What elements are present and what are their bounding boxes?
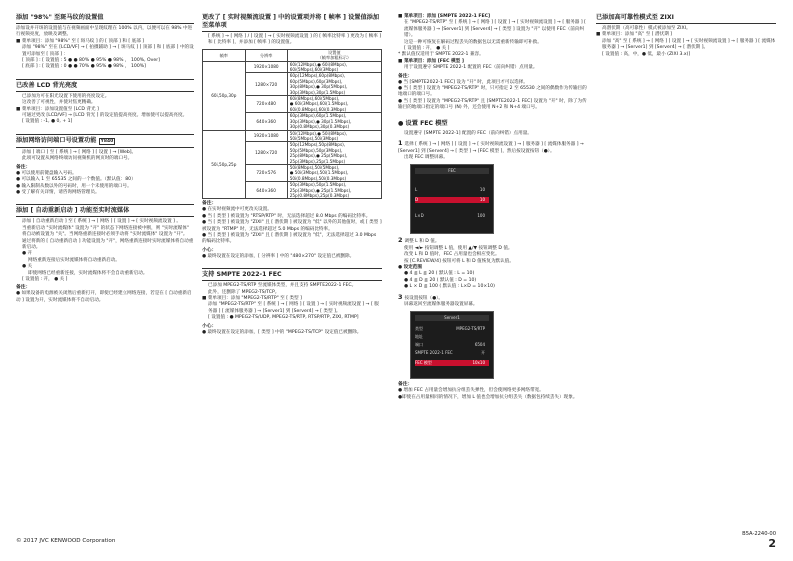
screen-row: [415, 197, 489, 203]
paragraph: 添加 "高" 至 [ 系统 ] → [ 网络 ] [ 设置 ] → [ 实时视频流设置 ] → [ 服务器 ] [ 流媒体服务器 ] → [Server1] 到 [Server4] → [ 潜伏期 ]。: [602, 38, 776, 51]
row-label: D: [415, 197, 419, 203]
row-value: 100: [477, 213, 485, 219]
framerate-table: [202, 49, 382, 200]
value-cell: 60p(12Mbps),60p(8Mbps), 60p(5Mbps),60p(3Mbps), 30p(8Mbps),● 30p(5Mbps), 30p(3Mbps),30p(1.5Mbps): [287, 73, 381, 96]
row-value: 10: [479, 197, 485, 203]
resolution-cell: 1920×1080: [245, 61, 287, 73]
note-item: ●即使在占用量相同的情况下，增加 L 值也会增加抗分组丢失（数据包持续丢失）现象。: [398, 394, 578, 400]
setting-values: [ 设置值 : ● MPEG2-TS/UDP, MPEG2-TS/RTP, RTSP/RTP, ZIXI, RTMP]: [208, 315, 359, 321]
screen-row: [415, 213, 489, 219]
value-cell: 50p(12Mbps),50p(8Mbps), 50p(5Mbps),50p(3Mbps), 25p(8Mbps),● 25p(5Mbps), 25p(3Mbps),25p(1.5Mbps): [287, 142, 381, 165]
screen-title: Server1: [415, 315, 489, 321]
memo-label: 小心：: [202, 247, 217, 253]
row-label: 类型: [415, 326, 423, 332]
section-port: [16, 134, 194, 196]
range-item: ● 4 ≦ D ≦ 20 ( 默认值 : D = 10): [404, 277, 477, 283]
value-cell: 60i(12Mbps),● 60i(8Mbps), 60i(5Mbps),60i(3Mbps): [287, 61, 381, 73]
header-main: 设置值: [328, 49, 341, 55]
step-text: 按设置按钮（●）。: [404, 295, 443, 301]
paragraph: 可通过更改 [LCD/VF] → [LCD 背光 ] 的设定值提高亮度。增加使可以提高亮度。: [22, 113, 188, 119]
page-number: 2: [768, 537, 776, 550]
resolution-cell: 720×480: [245, 96, 287, 113]
section-title: 已改善 LCD 背光亮度: [16, 79, 194, 92]
step-text: 选择 [ 系统 ] → [ 网络 ] [ 设置 ] → [ 实时视频流设置 ] → [ 服务器 ] [ 流媒体服务器 ] → [Server1] 到 [Server4] → [ 类型 ] → [FEC 模型 ]，然后按设置按钮（●）。: [398, 142, 584, 154]
copyright: © 2017 JVC KENWOOD Corporation: [16, 538, 116, 544]
title-text: 添加网络访问端口号设置功能: [16, 136, 97, 144]
section-title: ● 设置 FEC 模型: [398, 119, 448, 127]
note-item: ● 在实时视频流中可更改关设置。: [202, 207, 272, 213]
resolution-cell: 720×576: [245, 164, 287, 181]
section-zebra: [16, 14, 194, 71]
menu-item-line: ■ 菜单项目：添加 "高" 至 [ 潜伏期 ]: [596, 32, 673, 38]
note-item: ● 受了解有关详情，请咨询网络管理员。: [16, 189, 100, 195]
document-code: B5A-2240-00: [742, 531, 776, 537]
paragraph: 这改善了可视性，并使对焦更精确。: [22, 100, 96, 106]
section-title: [16, 134, 194, 148]
paragraph: 此外，还删除了 MPEG2-TS/TCP。: [208, 289, 280, 295]
column-3: [398, 14, 588, 409]
step-number: 3: [398, 292, 403, 301]
menu-item-line: ■ 菜单项目：添加 "98%" 至 [ 斑马纹 ] 的 [ 顶部 ] 和 [ 底部 ]: [16, 38, 145, 44]
note-item: ● 当 [ 类型 ] 被设置为 "ZIXI" 且 [ 潜伏期 ] 被设置为 "低"，无法选择超过 3.0 Mbps 的编码比特率。: [202, 233, 377, 245]
row-label: SMPTE 2022-1 FEC: [415, 350, 453, 356]
range-item: ● 4 ≦ L ≦ 20 ( 默认值 : L = 10): [404, 271, 475, 277]
table-header: [287, 49, 381, 61]
step-number: 2: [398, 236, 403, 245]
row-label: L: [415, 187, 418, 193]
section-auto-restart: [16, 204, 194, 304]
memo-item: ● 最终设置在设定的添加，[ 分辨率 ] 中的 "480×270" 设定值已被删除。: [202, 253, 355, 259]
row-value: 10x10: [472, 360, 485, 366]
column-1: [16, 14, 194, 312]
note-item: ● 当 [SMPTE2022-1 FEC] 设为 "开" 时，此项目才可以选择。: [398, 79, 528, 85]
note-label: 备注：: [202, 201, 217, 207]
paragraph: 已添加为可在阳光设置下使用的亮度设定。: [22, 93, 110, 99]
section-title: 添加 "98%" 至斑马纹的设置值: [16, 14, 194, 24]
paragraph: 设置遵守 [SMPTE 2022-1] 配置的 FEC（前向纠错）点用量。: [404, 130, 532, 136]
section-lcd-backlight: [16, 79, 194, 126]
rate-cell: 50i,50p,25p: [203, 130, 246, 199]
screen-row: [415, 334, 489, 340]
rate-cell: 60i,50p,30p: [203, 61, 246, 130]
menu-item-line: ■ 菜单项目：添加 [SMPTE 2022-1 FEC]: [398, 14, 491, 19]
paragraph: 改变 L 和 D 值时，FEC 占用量也会相应变化。: [404, 252, 500, 258]
note-item: ● 当 [ 类型 ] 设置为 "MPEG2-TS/RTP" 且 [SMPTE2022-1 FEC] 设置为 "开" 时，除了为传输目的地端口指定的端口号 (N) 外，还会使用 N+2 和 N+4 端口号。: [398, 98, 587, 111]
header-sub: （帧率加粗标示）: [317, 55, 352, 61]
table-row: [203, 130, 382, 142]
section-smpte: [202, 268, 382, 336]
section-zixi: [596, 14, 776, 58]
row-value: 6504: [474, 342, 485, 348]
paragraph: 此项可设置从网络终端访问视频机的网页时的端口号。: [22, 156, 133, 162]
setting-values: [ 顶部 ] : [ 设置值 : 5 ● ● 80% ● 95% ● 98% ， 100%, Over]: [22, 58, 160, 64]
screen-title: FEC: [415, 168, 489, 174]
paragraph: 当重新启动 "实时流媒体" 设置为 "开" 的状态下网络连接被中断，则 "实时流媒体" 将自动被设置为 "关"。当网络重新连接时必须手动将 "实时流媒体" 设置为 "开"。: [22, 225, 189, 238]
section-title: 添加 [ 自动重新启动 ] 功能至实时流媒体: [16, 204, 194, 217]
menu-item-line: ■ 菜单项目：添加设置值至 [LCD 背光 ]: [16, 106, 99, 112]
setting-values: [ 设置值 : 开， ● 关 ]: [22, 276, 68, 282]
paragraph: 用于设置遵守 SMPTE 2022-1 配置的 FEC（前向纠错）点用量。: [404, 65, 538, 71]
note-item: ● 当 [ 类型 ] 被设置为 "ZIXI" 且 [ 潜伏期 ] 被设置为 "低" 以外的其他值时，或 [ 类型 ] 被设置为 "RTMP" 时，无法选择超过 5.0 Mbps 的编码比特率。: [202, 220, 382, 232]
value-cell: 50i(12Mbps),● 50i(8Mbps), 50i(5Mbps),50i(3Mbps): [287, 130, 381, 142]
footnote: * 默认值仅适用于 SMPTE 2022-1 兼容。: [398, 52, 484, 58]
row-value: 开: [481, 350, 485, 356]
note-item: ● 可以输入 1 至 65535 之间的一个数值。（默认值：80）: [16, 177, 136, 183]
value-cell: 60i(8Mbps),60i(5Mbps), ● 60i(3Mbps),60i(1.5Mbps), 60i(0.8Mbps),60i(0.3Mbps): [287, 96, 381, 113]
note-item: ● 如果设备的电源被关闭然后重新打开，即使已经建立网络连接，若是在 [ 自动重新启动 ] 设置为开，实时流媒体将不自动启动。: [16, 291, 192, 303]
note-label: 备注：: [16, 285, 31, 291]
column-2: [202, 14, 382, 344]
section-title: 已添加高可靠性模式至 ZIXI: [596, 14, 776, 24]
section-fec-menu: [398, 14, 588, 112]
paragraph: 高潜伏期（高可靠性）模式被添加至 ZIXI。: [602, 26, 691, 31]
memo-item: ● 最终设置在设定的添加，[ 类型 ] 中的 "MPEG2-TS/TCP" 设定值已被删除。: [202, 329, 362, 335]
section-framerate: [202, 14, 382, 260]
paragraph: 添加设并开斑的设置值与在视频画面中呈现纹理在 100% 以内，以便可以在 98% 中进行视频亮度，放映及调整。: [16, 26, 193, 38]
resolution-cell: 1920×1080: [245, 130, 287, 142]
paragraph: 在 "MPEG2-TS/RTP" 至 [ 系统 ] → [ 网络 ] [ 设置 ] → [ 实时视频流设置 ] → [ 服务器 ] [ 流媒体服务器 ] → [Server1] 到 [Server4] → [ 类型 ] 设置为 "开" 以使用 FEC（前向纠错）。: [404, 20, 586, 39]
paragraph: 屏幕返回至流媒体服务器设置屏幕。: [404, 301, 478, 307]
page-footer: [742, 531, 776, 550]
setting-values: [ 设置值 : 开， ● 关 ]: [404, 46, 450, 52]
option: ● 关: [22, 264, 33, 270]
value-cell: 60p(3Mbps),60p(1.5Mbps), 30p(3Mbps),● 30p(1.5Mbps), 30p(0.8Mbps),30p(0.3Mbps): [287, 113, 381, 130]
note-label: 备注：: [398, 73, 413, 79]
note-item: ● 当 [ 类型 ] 设置为 "MPEG2-TS/RTP" 时，只可指定 2 至 65530 之间的偶数作为传输目的地端口的端口号。: [398, 86, 587, 98]
note-item: ● 输入限制从数以外的号码时，用一个未使用的端口号。: [16, 183, 132, 189]
note-item: ● 可以使用前键盘输入号码。: [16, 170, 77, 176]
setting-values: [ 设置值 : 高，中，● 低，最小 (ZIXI 3.x)]: [602, 51, 691, 57]
value-cell: 50i(8Mbps),50i(5Mbps), ● 50i(3Mbps),50i(1.5Mbps), 50i(0.8Mbps),50i(0.3Mbps): [287, 164, 381, 181]
step-text: 调整 L 和 D 值。: [404, 239, 440, 245]
paragraph: 添加 "MPEG2-TS/RTP" 至 [ 系统 ] → [ 网络 ] [ 设置 ] → [ 实时视频流设置 ] → [ 服务器 ] [ 流媒体服务器 ] → [Server1] 到 [Server4] → [ 类型 ]。: [208, 302, 379, 314]
memo-label: 小心：: [202, 323, 217, 329]
option-desc: 即使网络已经重新连接，实时流媒体将不会自动重新启动。: [28, 270, 148, 276]
setting-values: [ 设置值 : -1, ● 0, + 1]: [22, 119, 73, 125]
server-settings-screen: [410, 311, 494, 379]
note-item: ● 当 [ 类型 ] 被设置为 "RTSP/RTP" 时，无法选择超过 8.0 Mbps 的编码比特率。: [202, 213, 371, 219]
step-number: 1: [398, 139, 403, 148]
screen-row: [415, 326, 489, 332]
screen-row: [415, 350, 489, 356]
option-desc: 网络重新连接后实时流媒体将自动重新启动。: [28, 257, 120, 263]
row-value: 10: [479, 187, 485, 193]
resolution-cell: 1280×720: [245, 73, 287, 96]
note-label: 备注：: [398, 382, 413, 388]
menu-item-line: ■ 菜单项目：添加 "MPEG2-TS/RTP" 至 [ 类型 ]: [202, 296, 302, 302]
paragraph: 已添加 MPEG2-TS/RTP 至流媒体类型，并且支持 SMPTE2022-1 FEC。: [208, 283, 357, 289]
paragraph: 添加 [ 自动重新启动 ] 至 [ 系统 ] → [ 网络 ] [ 设置 ] → [ 实时视频流设置 ] 。: [22, 219, 182, 225]
row-value: MPEG2-TS/RTP: [456, 326, 485, 332]
column-4: [596, 14, 776, 66]
row-label: 地址: [415, 334, 423, 340]
paragraph: 按 [C.REVIEW/4] 按钮可将 L 和 D 值恢复为默认值。: [404, 258, 514, 264]
range-item: ● L × D ≦ 100 ( 默认值 : L×D = 10×10): [404, 284, 495, 290]
paragraph: 使用 ◄/► 按钮调整 L 值，使用 ▲/▼ 按钮调整 D 值。: [404, 245, 513, 251]
table-header: 帧率: [203, 49, 246, 61]
section-title: 更改了 [ 实时视频流设置 ] 中的设置项并将 [ 帧率 ] 设置值添加至菜单项: [202, 14, 382, 32]
option: ● 开: [22, 251, 33, 257]
range-label: ● 设定范围: [398, 264, 422, 270]
table-row: [203, 61, 382, 73]
screen-row: [415, 360, 489, 366]
row-label: 端口: [415, 342, 423, 348]
section-fec-model: [398, 120, 588, 402]
paragraph: [ 系统 ] → [ 网络 ] / [ 设置 ] → [ 实时视频流设置 ] 的 [ 帧率比特率 ] 更改为 [ 帧率 ] 和 [ 比特率 ]，并添加 [ 帧率 ] 的设置值。: [208, 34, 382, 46]
setting-values: [ 底部 ] : [ 设置值 : 0 ● ● 70% ● 95% ● 98% ， 100%]: [22, 64, 146, 70]
value-cell: 50p(3Mbps),50p(1.5Mbps), 25p(3Mbps),● 25p(1.5Mbps), 25p(0.8Mbps),25p(0.3Mbps): [287, 182, 381, 199]
resolution-cell: 640×360: [245, 182, 287, 199]
paragraph: 出现 FEC 调整屏幕。: [404, 154, 448, 160]
note-label: 备注：: [16, 164, 31, 170]
paragraph: 添加 [ 端口 ] 至 [ 系统 ] → [ 网络 ] [ 设置 ] → [Web]。: [22, 149, 137, 155]
screen-row: [415, 187, 489, 193]
note-item: ● 增加 FEC 占用量会增加抗分组丢失弹性，但会使网络更多网络带宽。: [398, 388, 544, 394]
resolution-cell: 1280×720: [245, 142, 287, 165]
section-title: 支持 SMPTE 2022-1 FEC: [202, 268, 382, 281]
paragraph: 添加 "98%" 至在 [LCD/VF] → [ 拍摄辅助 ] → [ 斑马纹 ] [ 顶部 ] 和 [ 底部 ] 中的设置可添加至 [ 顶部 ] ：: [22, 45, 194, 57]
fec-adjust-screen: [410, 164, 494, 234]
table-header: 分辨率: [245, 49, 287, 61]
row-label: FEC 模型: [415, 360, 432, 366]
resolution-cell: 640×360: [245, 113, 287, 130]
menu-item-line: ■ 菜单项目：添加 [FEC 模型 ]: [398, 58, 464, 64]
paragraph: 这是一种可恢复在解码过程丢失的数据包以无需重新传输即可补救。: [404, 39, 542, 45]
screen-row: [415, 342, 489, 348]
row-label: L×D: [415, 213, 424, 219]
paragraph: 通过将新的 [ 自动重新启动 ] 功能设置为 "开"，网络重新连接时实时流媒体将自动重新启动。: [22, 238, 194, 250]
model-tag: Y840: [100, 138, 114, 144]
